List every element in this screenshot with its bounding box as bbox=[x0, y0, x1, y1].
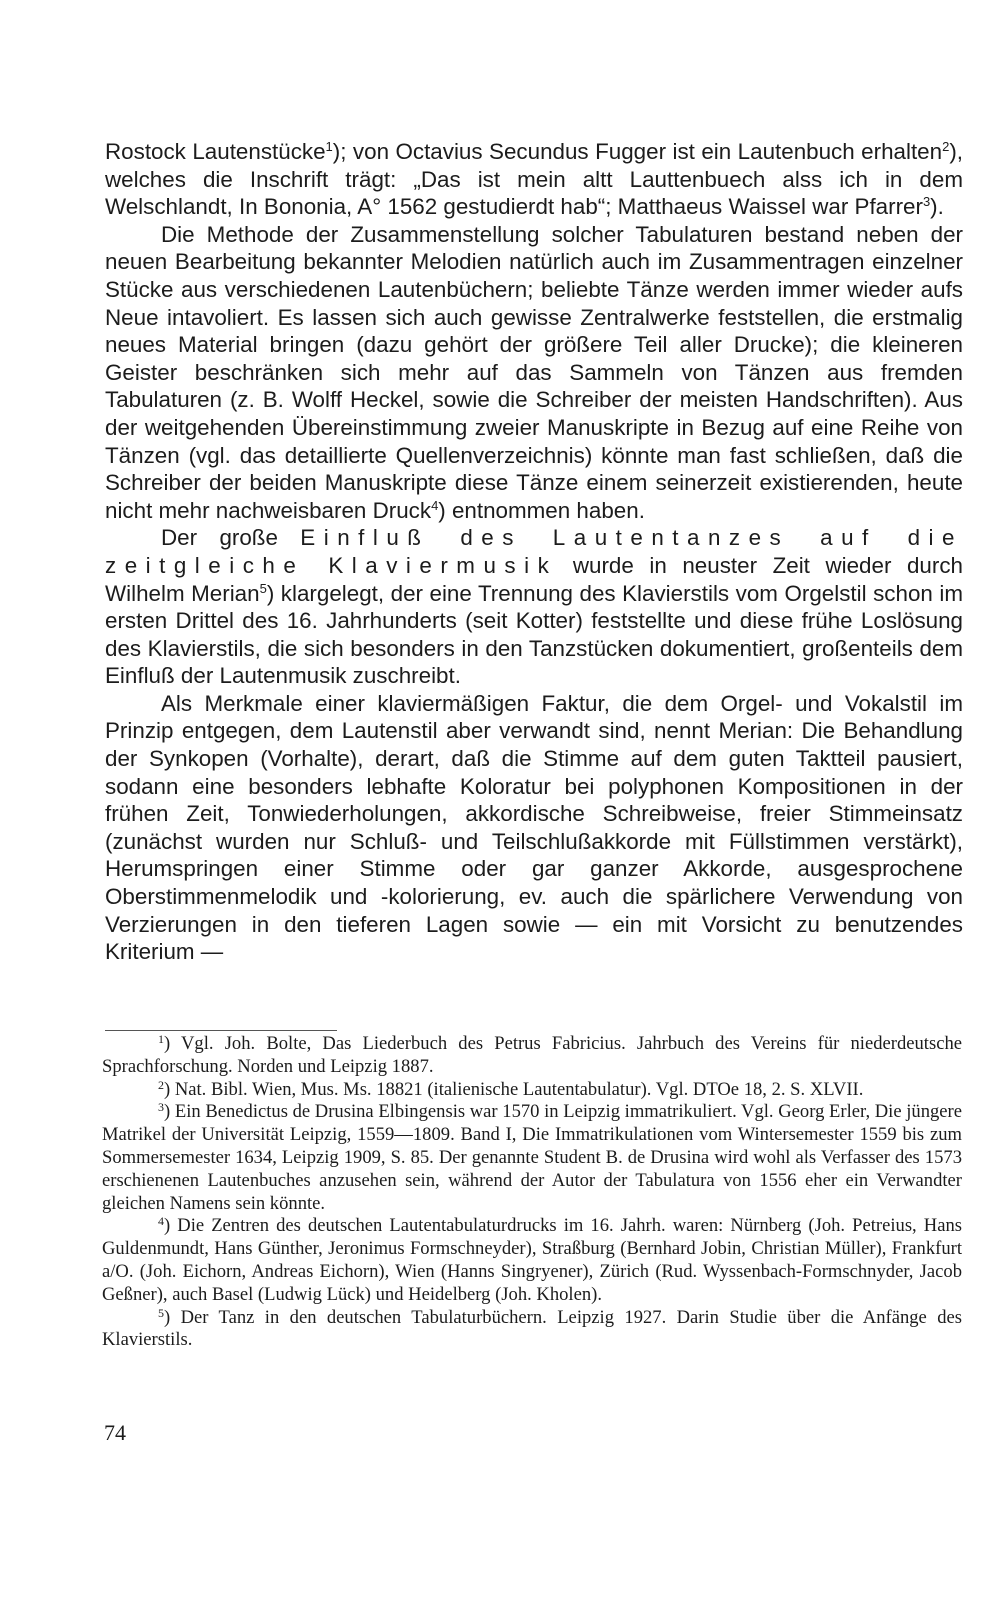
text-run: wurde in neuster Zeit wieder durch Wilhelm Merian bbox=[105, 552, 963, 606]
text-run: Der große bbox=[161, 525, 278, 551]
footnote-2 bbox=[102, 1079, 962, 1102]
footnote-text: ) Die Zentren des deutschen Lautentabulaturdrucks im 16. Jahrh. waren: Nürnberg (Joh. Petreius, Hans Guldenmundt, Hans Günther, Jeronimus Formschneyder), Straßburg (Bernhard Jobin, Christian Müller), Frankfurt a/O. (Joh. Eichorn, Andreas Eichorn), Wien (Hanns Singryener), Zürich (Rud. Wyssenbach-Formschnyder, Jacob Geßner), auch Basel (Ludwig Lück) und Heidelberg (Joh. Kholen). bbox=[102, 1215, 962, 1305]
text-run: ). bbox=[930, 194, 944, 220]
footnote-mark: 4 bbox=[158, 1214, 164, 1229]
text-run: ); von Octavius Secundus Fugger ist ein Lautenbuch erhalten bbox=[332, 139, 943, 164]
footnote-ref-5[interactable]: 5 bbox=[259, 580, 267, 596]
footnote-ref-1[interactable]: 1 bbox=[325, 139, 333, 154]
footnote-mark: 2 bbox=[158, 1077, 164, 1092]
footnote-mark: 5 bbox=[158, 1305, 164, 1320]
spaced-emphasis: Einfluß des Lautentanzes auf die zeitgleiche Klaviermusik bbox=[105, 525, 963, 578]
footnote-5 bbox=[102, 1307, 962, 1353]
footnote-ref-2[interactable]: 2 bbox=[942, 139, 950, 154]
footnote-mark: 1 bbox=[158, 1032, 164, 1046]
text-run: Als Merkmale einer klaviermäßigen Faktur, die dem Orgel- und Vokalstil im Prinzip entgegen, dem Lautenstil aber verwandt sind, nennt Merian: Die Behandlung der Synkopen (Vorhalte), derart, daß die Stimme auf dem guten Taktteil pausiert, sodann eine besonders lebhafte Koloratur bei polyphonen Kompositionen in der frühen Zeit, Tonwiederholungen, akkordische Schreibweise, freier Stimmeinsatz (zunächst wurden nur Schluß- und Teilschlußakkorde mit Füllstimmen verstärkt), Herumspringen einer Stimme oder gar ganzer Akkorde, ausgesprochene Oberstimmenmelodik und -kolorierung, ev. auch die spärlichere Verwendung von Verzierungen in den tieferen Lagen sowie — ein mit Vorsicht zu benutzendes Kriterium — bbox=[105, 690, 963, 965]
paragraph-2 bbox=[105, 221, 963, 525]
footnote-3 bbox=[102, 1101, 962, 1215]
text-run: Rostock Lautenstücke bbox=[105, 139, 326, 164]
footnote-ref-3[interactable]: 3 bbox=[922, 194, 931, 210]
footnote-text: ) Nat. Bibl. Wien, Mus. Ms. 18821 (italienische Lautentabulatur). Vgl. DTOe 18, 2. S. XLVII. bbox=[164, 1078, 864, 1100]
footnote-mark: 3 bbox=[158, 1100, 164, 1115]
footnote-ref-4[interactable]: 4 bbox=[431, 497, 439, 513]
footnote-text: ) Vgl. Joh. Bolte, Das Liederbuch des Petrus Fabricius. Jahrbuch des Vereins für niederdeutsche Sprachforschung. Norden und Leipzig 1887. bbox=[102, 1033, 962, 1077]
page-number: 74 bbox=[104, 1420, 126, 1445]
text-run: ) klargelegt, der eine Trennung des Klavierstils vom Orgelstil schon im ersten Drittel des 16. Jahrhunderts (seit Kotter) feststellte und diese frühe Loslösung des Klavierstils, die sich besonders in den Tanzstücken dokumentiert, großenteils dem Einfluß der Lautenmusik zuschreibt. bbox=[105, 580, 963, 689]
footnote-text: ) Der Tanz in den deutschen Tabulaturbüchern. Leipzig 1927. Darin Studie über die Anfänge des Klavierstils. bbox=[102, 1306, 962, 1351]
footnote-4 bbox=[102, 1215, 962, 1306]
footnote-text: ) Ein Benedictus de Drusina Elbingensis war 1570 in Leipzig immatrikuliert. Vgl. Georg Erler, Die jüngere Matrikel der Universität Leipzig, 1559—1809. Band I, Die Immatrikulationen vom Wintersemester 1559 bis zum Sommersemester 1634, Leipzig 1909, S. 85. Der genannte Student B. de Drusina wird wohl als Verfasser des 1573 erschienenen Lautenbuches anzusehen sein, während der Autor der Tabulatura von 1556 eher ein Verwandter gleichen Namens sein könnte. bbox=[102, 1101, 962, 1214]
footnote-divider bbox=[105, 1030, 337, 1031]
text-run: Die Methode der Zusammenstellung solcher Tabulaturen bestand neben der neuen Bearbeitung bekannter Melodien natürlich auch im Zusammentragen einzelner Stücke aus verschiedenen Lautenbüchern; beliebte Tänze werden immer wieder aufs Neue intavoliert. Es lassen sich auch gewisse Zentralwerke feststellen, die erstmalig neues Material bringen (dazu gehört der größere Teil aller Drucke); die kleineren Geister beschränken sich mehr auf das Sammeln von Tänzen aus fremden Tabulaturen (z. B. Wolff Heckel, sowie die Schreiber der meisten Handschriften). Aus der weitgehenden Übereinstimmung zweier Manuskripte in Bezug auf eine Reihe von Tänzen (vgl. das detaillierte Quellenverzeichnis) könnte man fast schließen, daß die Schreiber der beiden Manuskripte diese Tänze einem seinerzeit existierenden, heute nicht mehr nachweisbaren Druck bbox=[105, 221, 963, 523]
paragraph-3 bbox=[105, 524, 963, 690]
text-run: ) entnommen haben. bbox=[438, 497, 645, 523]
main-text bbox=[105, 138, 963, 966]
paragraph-1 bbox=[105, 138, 963, 221]
text-run: ), welches die Inschrift trägt: „Das ist mein altt Lauttenbuech alss ich in dem Welschlandt, In Bononia, A° 1562 gestudierdt hab“; Matthaeus Waissel war Pfarrer bbox=[105, 139, 963, 220]
footnotes bbox=[102, 1033, 962, 1352]
footnote-1 bbox=[102, 1033, 962, 1079]
paragraph-4 bbox=[105, 690, 963, 966]
